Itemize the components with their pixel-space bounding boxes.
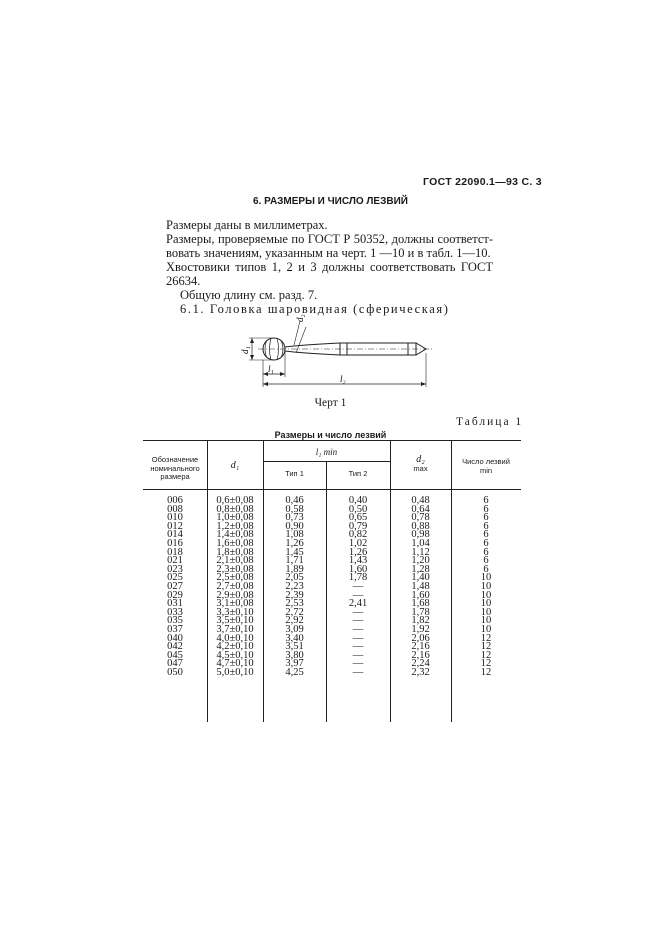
- cell-d1: 2,9±0,08: [216, 589, 254, 601]
- cell-d1: 0,8±0,08: [216, 503, 254, 515]
- cell-l1-type1: 0,58: [285, 503, 304, 515]
- cell-l1-type2: —: [352, 641, 364, 653]
- cell-d2-max: 1,20: [411, 555, 430, 567]
- cell-l1-type1: 3,80: [285, 649, 304, 661]
- cell-blades-min: 6: [483, 512, 489, 524]
- header-designation-line-1: Обозначение: [151, 455, 199, 464]
- cell-designation: 045: [167, 649, 183, 661]
- cell-l1-type1: 0,90: [285, 520, 304, 532]
- cell-l1-type2: —: [352, 632, 364, 644]
- cell-d2-max: 1,04: [411, 538, 430, 549]
- cell-l1-type1: 2,23: [285, 581, 304, 592]
- header-d2-max: max: [413, 463, 428, 473]
- header-designation-line-3: размера: [160, 472, 190, 481]
- cell-l1-type2: 1,02: [348, 538, 368, 549]
- cell-d2-max: 2,24: [411, 658, 430, 670]
- cell-l1-type2: —: [352, 624, 364, 635]
- header-designation: [143, 456, 207, 482]
- cell-d2-max: 2,32: [411, 667, 430, 678]
- cell-l1-type2: 1,43: [348, 555, 368, 567]
- cell-blades-min: 6: [483, 555, 489, 567]
- header-d2: [390, 456, 451, 473]
- cell-l1-type2: 2,41: [348, 598, 368, 610]
- cell-blades-min: 10: [480, 589, 492, 601]
- header-type-2: Тип 2: [348, 469, 368, 478]
- table-row: [143, 520, 521, 532]
- label-d1: d₁: [240, 346, 250, 354]
- dimensions-table: [143, 440, 521, 722]
- cell-d1: 3,3±0,10: [216, 606, 254, 618]
- cell-l1-type1: 2,39: [285, 589, 304, 601]
- cell-l1-type1: 1,08: [285, 529, 304, 541]
- document-reference: ГОСТ 22090.1—93 С. 3: [423, 176, 542, 188]
- text-line-3: вовать значениям, указанным на черт. 1 —10 и в табл. 1—10.: [166, 246, 491, 260]
- table-row: [143, 583, 521, 592]
- cell-designation: 010: [167, 512, 183, 524]
- cell-d1: 4,2±0,10: [216, 641, 254, 653]
- cell-blades-min: 12: [480, 667, 492, 678]
- cell-l1-type1: 0,46: [285, 495, 304, 506]
- cell-l1-type1: 3,51: [285, 641, 304, 653]
- cell-designation: 025: [167, 572, 183, 584]
- cell-d1: 4,7±0,10: [216, 658, 254, 670]
- cell-d1: 3,5±0,10: [216, 615, 254, 627]
- table-row: [143, 531, 521, 540]
- cell-l1-type1: 3,40: [285, 632, 304, 644]
- label-l2: l₂: [340, 374, 346, 384]
- cell-d2-max: 2,16: [411, 649, 430, 661]
- cell-d1: 1,2±0,08: [216, 520, 254, 532]
- table-row: [143, 546, 521, 558]
- cell-designation: 037: [167, 624, 183, 635]
- cell-blades-min: 6: [483, 546, 489, 558]
- cell-blades-min: 6: [483, 495, 489, 506]
- text-line-5: 26634.: [166, 274, 201, 288]
- cell-designation: 035: [167, 615, 183, 627]
- table-row: [143, 503, 521, 515]
- cell-l1-type1: 3,97: [285, 658, 304, 670]
- cell-d1: 1,0±0,08: [216, 512, 254, 524]
- cell-designation: 031: [167, 598, 183, 610]
- cell-d2-max: 0,48: [411, 495, 430, 506]
- ball-cutter-drawing: [230, 305, 440, 395]
- cell-designation: 006: [167, 495, 183, 506]
- cell-d2-max: 0,88: [411, 520, 430, 532]
- cell-l1-type2: —: [352, 649, 364, 661]
- table-row: [143, 589, 521, 601]
- cell-d1: 2,1±0,08: [216, 555, 254, 567]
- cell-l1-type1: 1,89: [285, 563, 304, 575]
- cell-l1-type2: —: [352, 581, 364, 592]
- table-title: Размеры и число лезвий: [274, 430, 387, 440]
- label-d2: d₂: [295, 314, 305, 322]
- header-d1: d₁: [230, 460, 240, 471]
- cell-d2-max: 1,40: [411, 572, 430, 584]
- cell-l1-type2: 0,79: [348, 520, 368, 532]
- cell-designation: 016: [167, 538, 183, 549]
- cell-l1-type1: 4,25: [285, 667, 304, 678]
- cell-designation: 040: [167, 632, 183, 644]
- cell-blades-min: 6: [483, 538, 489, 549]
- cell-d1: 2,3±0,08: [216, 563, 254, 575]
- header-d2-symbol: d₂: [416, 454, 425, 465]
- cell-blades-min: 10: [480, 624, 492, 635]
- cell-d2-max: 2,16: [411, 641, 430, 653]
- cell-d2-max: 1,60: [411, 589, 430, 601]
- cell-d1: 3,1±0,08: [216, 598, 254, 610]
- cell-designation: 047: [167, 658, 183, 670]
- table-row: [143, 626, 521, 635]
- text-line-1: Размеры даны в миллиметрах.: [166, 218, 328, 232]
- table-row: [143, 643, 521, 652]
- cell-d2-max: 1,12: [411, 546, 430, 558]
- cell-d2-max: 1,28: [411, 563, 430, 575]
- cell-d2-max: 1,82: [411, 615, 430, 627]
- figure-caption: Черт 1: [314, 397, 347, 409]
- cell-d2-max: 0,78: [411, 512, 430, 524]
- cell-l1-type2: 0,82: [348, 529, 368, 541]
- cell-designation: 014: [167, 529, 183, 541]
- table-row: [143, 557, 521, 566]
- cell-designation: 008: [167, 503, 183, 515]
- cell-d1: 4,5±0,10: [216, 649, 254, 661]
- cell-d1: 1,8±0,08: [216, 546, 254, 558]
- cell-l1-type1: 3,09: [285, 624, 304, 635]
- cell-designation: 029: [167, 589, 183, 601]
- cell-blades-min: 10: [480, 581, 492, 592]
- table-row: [143, 660, 521, 669]
- cell-d1: 1,4±0,08: [216, 529, 254, 541]
- text-line-2: Размеры, проверяемые по ГОСТ Р 50352, должны соответст-: [166, 232, 493, 246]
- cell-d2-max: 1,68: [411, 598, 430, 610]
- cell-d1: 2,7±0,08: [216, 581, 254, 592]
- table-row: [143, 514, 521, 523]
- table-row: [143, 497, 521, 506]
- cell-blades-min: 10: [480, 606, 492, 618]
- cell-d1: 2,5±0,08: [216, 572, 254, 584]
- cell-l1-type1: 2,05: [285, 572, 304, 584]
- cell-d1: 0,6±0,08: [216, 495, 254, 506]
- cell-designation: 027: [167, 581, 183, 592]
- text-line-7: 6.1. Головка шаровидная (сферическая): [180, 302, 450, 316]
- cell-blades-min: 6: [483, 529, 489, 541]
- cell-blades-min: 12: [480, 632, 492, 644]
- cell-designation: 023: [167, 563, 183, 575]
- cell-l1-type2: 0,40: [348, 495, 368, 506]
- cell-designation: 018: [167, 546, 183, 558]
- cell-l1-type2: 1,78: [348, 572, 368, 584]
- cell-d1: 5,0±0,10: [216, 667, 254, 678]
- cell-l1-type2: —: [352, 589, 364, 601]
- cell-blades-min: 6: [483, 563, 489, 575]
- cell-d1: 3,7±0,10: [216, 624, 254, 635]
- cell-l1-type2: 1,60: [348, 563, 368, 575]
- table-row: [143, 563, 521, 575]
- table-row: [143, 617, 521, 626]
- cell-l1-type1: 2,53: [285, 598, 304, 610]
- header-blades: [451, 458, 521, 475]
- cell-l1-type1: 2,92: [285, 615, 304, 627]
- cell-d2-max: 0,98: [411, 529, 430, 541]
- cell-designation: 033: [167, 606, 183, 618]
- cell-l1-type1: 1,45: [285, 546, 304, 558]
- cell-blades-min: 12: [480, 658, 492, 670]
- cell-blades-min: 12: [480, 649, 492, 661]
- cell-l1-type2: —: [352, 615, 364, 627]
- table-row: [143, 600, 521, 609]
- cell-l1-type2: —: [352, 606, 364, 618]
- cell-d2-max: 1,78: [411, 606, 430, 618]
- cell-designation: 042: [167, 641, 183, 653]
- header-type-1: Тип 1: [285, 469, 304, 478]
- cell-blades-min: 6: [483, 520, 489, 532]
- cell-l1-type2: 0,65: [348, 512, 368, 524]
- label-l1: l₁: [268, 364, 274, 374]
- section-title: 6. РАЗМЕРЫ И ЧИСЛО ЛЕЗВИЙ: [253, 196, 408, 207]
- cell-l1-type2: 1,26: [348, 546, 368, 558]
- cell-l1-type1: 1,26: [285, 538, 304, 549]
- cell-l1-type1: 1,71: [285, 555, 304, 567]
- cell-d1: 1,6±0,08: [216, 538, 254, 549]
- cell-l1-type1: 0,73: [285, 512, 304, 524]
- header-blades-label: Число лезвий: [462, 457, 510, 466]
- cell-d2-max: 1,92: [411, 624, 430, 635]
- table-row: [143, 632, 521, 644]
- cell-designation: 050: [167, 667, 183, 678]
- header-blades-min: min: [479, 465, 493, 475]
- cell-blades-min: 10: [480, 615, 492, 627]
- table-row: [143, 669, 521, 678]
- table-row: [143, 574, 521, 583]
- table-row: [143, 649, 521, 661]
- cell-d1: 4,0±0,10: [216, 632, 254, 644]
- text-line-4: Хвостовики типов 1, 2 и 3 должны соответствовать ГОСТ: [166, 260, 493, 274]
- cell-d2-max: 0,64: [411, 503, 430, 515]
- text-line-6: Общую длину см. разд. 7.: [180, 288, 318, 302]
- table-row: [143, 540, 521, 549]
- table-number: Таблица 1: [456, 416, 524, 428]
- header-designation-line-2: номинального: [150, 463, 200, 473]
- cell-l1-type2: 0,50: [348, 503, 368, 515]
- cell-blades-min: 10: [480, 598, 492, 610]
- cell-designation: 012: [167, 520, 183, 532]
- cell-l1-type1: 2,72: [285, 606, 304, 618]
- cell-d2-max: 1,48: [411, 581, 430, 592]
- cell-designation: 021: [167, 555, 183, 567]
- table-row: [143, 606, 521, 618]
- cell-d2-max: 2,06: [411, 632, 430, 644]
- cell-l1-type2: —: [352, 667, 364, 678]
- header-l1-min: l₁ min: [315, 447, 338, 457]
- cell-blades-min: 10: [480, 572, 492, 584]
- cell-l1-type2: —: [352, 658, 364, 670]
- cell-blades-min: 6: [483, 503, 489, 515]
- cell-blades-min: 12: [480, 641, 492, 653]
